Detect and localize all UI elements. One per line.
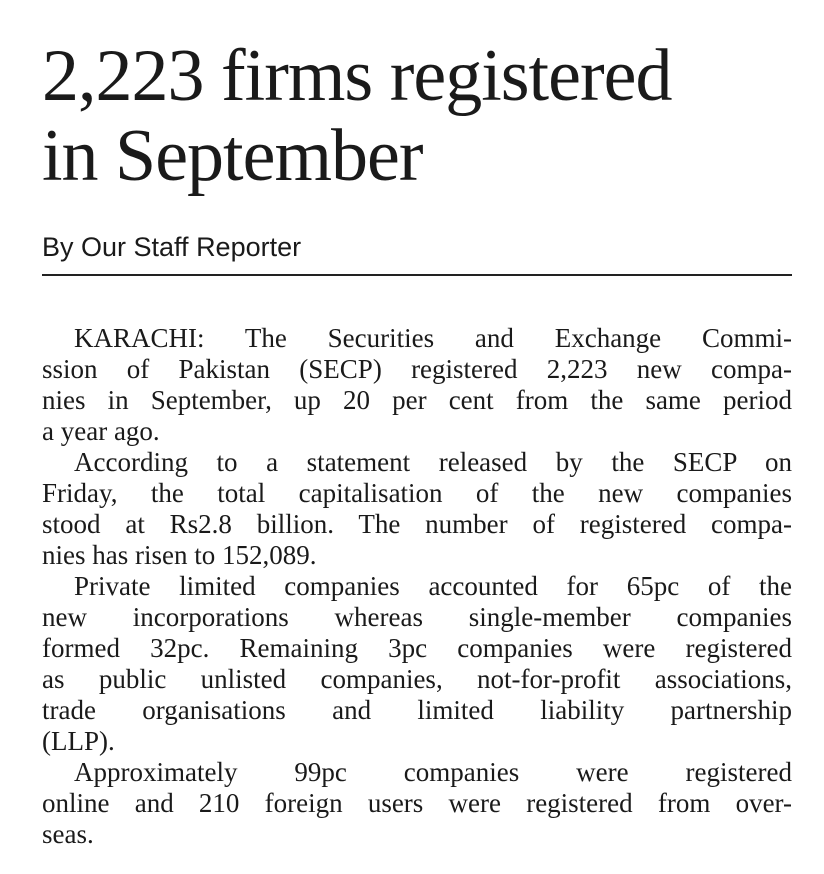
text-line: as public unlisted companies, not-for-profit associations, [42, 664, 792, 694]
paragraph [42, 757, 792, 850]
paragraph [42, 447, 792, 571]
text-line: Private limited companies accounted for 65pc of the [74, 571, 792, 601]
text-line: nies in September, up 20 per cent from the same period [42, 385, 792, 415]
text-line: Approximately 99pc companies were registered [74, 757, 792, 787]
text-line: nies has risen to 152,089. [42, 540, 317, 570]
text-line: Friday, the total capitalisation of the new companies [42, 478, 792, 508]
paragraph [42, 323, 792, 447]
text-line: new incorporations whereas single-member companies [42, 602, 792, 632]
text-line: online and 210 foreign users were registered from over- [42, 788, 792, 818]
divider [42, 274, 792, 276]
text-line: According to a statement released by the SECP on [74, 447, 792, 477]
text-line: trade organisations and limited liability partnership [42, 695, 792, 725]
text-line: a year ago. [42, 416, 160, 446]
headline-line: in September [42, 115, 423, 197]
text-line: ssion of Pakistan (SECP) registered 2,223 new compa- [42, 354, 792, 384]
text-line: stood at Rs2.8 billion. The number of registered compa- [42, 509, 792, 539]
byline: By Our Staff Reporter [42, 232, 302, 262]
text-line: formed 32pc. Remaining 3pc companies were registered [42, 633, 792, 663]
headline [42, 36, 671, 196]
text-line: seas. [42, 819, 94, 849]
article-body [42, 323, 792, 850]
headline-line: 2,223 firms registered [42, 35, 672, 117]
text-line: (LLP). [42, 726, 115, 756]
text-line: KARACHI: The Securities and Exchange Commi- [74, 323, 792, 353]
paragraph [42, 571, 792, 757]
